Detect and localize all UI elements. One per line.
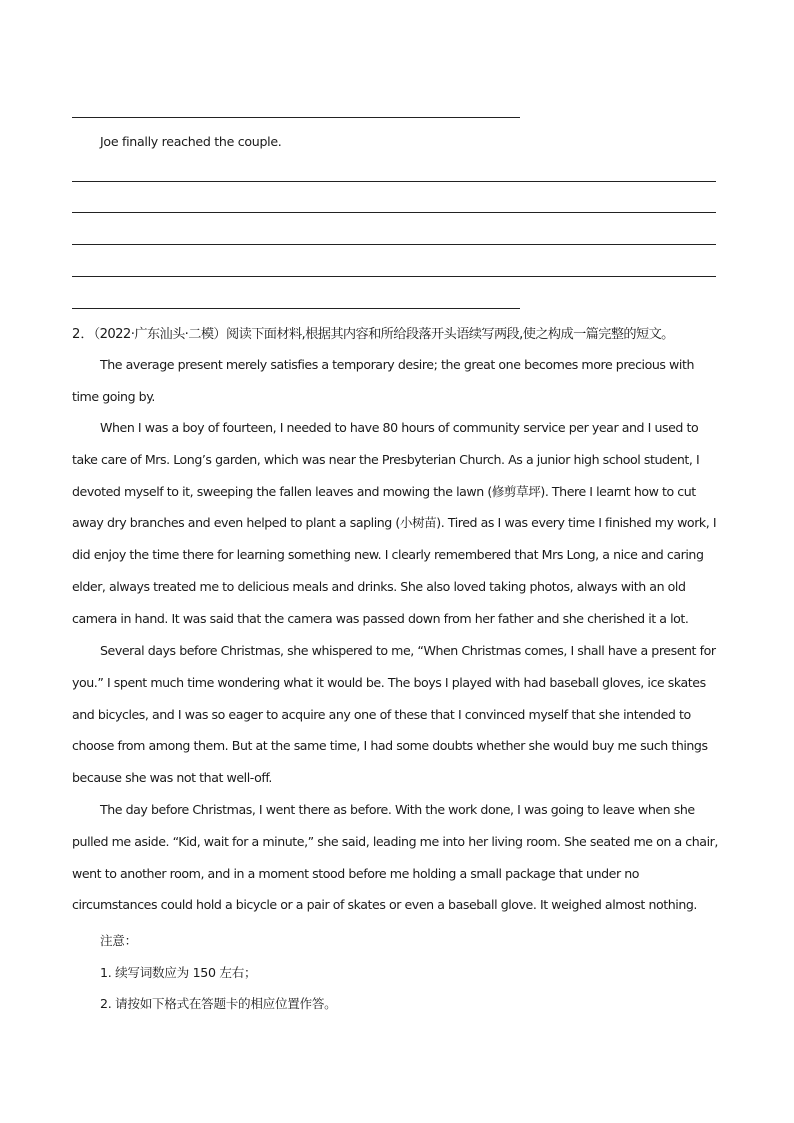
continuation-start-sentence: Joe finally reached the couple. (100, 134, 282, 149)
passage-paragraph-1: The average present merely satisfies a temporary desire; the great one becomes more precious with time going by. (72, 357, 694, 404)
question-2-header (72, 323, 674, 342)
answer-line-2 (72, 181, 716, 182)
notes-title: 注意： (100, 933, 137, 948)
answer-line-6 (72, 308, 520, 309)
answer-line-1 (72, 117, 520, 118)
question-source: （2022·广东汕头·二模） (93, 327, 227, 342)
passage-paragraph-3: Several days before Christmas, she whispered to me, “When Christmas comes, I shall have a present for you.” I spent much time wondering what it would be. The boys I played with had baseball gloves, ice skates and bicycles, and I was so eager to acquire any one of these that I convinced myself that she intended to choose from among them. But at the same time, I had some doubts whether she would buy me such things because she was not that well-off. (72, 643, 716, 786)
passage-paragraph-2: When I was a boy of fourteen, I needed to have 80 hours of community service per year and I used to take care of Mrs. Long’s garden, which was near the Presbyterian Church. As a junior high school student, I devoted myself to it, sweeping the fallen leaves and mowing the lawn (修剪草坪). There I learnt how to cut away dry branches and even helped to plant a sapling (小树苗). Tired as I was every time I finished my work, I did enjoy the time there for learning something new. I clearly remembered that Mrs Long, a nice and caring elder, always treated me to delicious meals and drinks. She also loved taking photos, always with an old camera in hand. It was said that the camera was passed down from her father and she cherished it a lot. (72, 420, 717, 626)
question-number: 2． (72, 327, 94, 342)
passage-paragraph-4: The day before Christmas, I went there as before. With the work done, I was going to leave when she pulled me aside. “Kid, wait for a minute,” she said, leading me into her living room. She seated me on a chair, went to another room, and in a moment stood before me holding a small package that under no circumstances could hold a bicycle or a pair of skates or even a baseball glove. It weighed almost nothing. (72, 802, 718, 913)
question-instruction: 阅读下面材料,根据其内容和所给段落开头语续写两段,使之构成一篇完整的短文。 (226, 327, 674, 342)
answer-line-3 (72, 212, 716, 213)
notes-item-1: 1. 续写词数应为 150 左右； (100, 965, 257, 980)
answer-line-4 (72, 244, 716, 245)
notes-item-2: 2. 请按如下格式在答题卡的相应位置作答。 (100, 996, 337, 1011)
answer-line-5 (72, 276, 716, 277)
